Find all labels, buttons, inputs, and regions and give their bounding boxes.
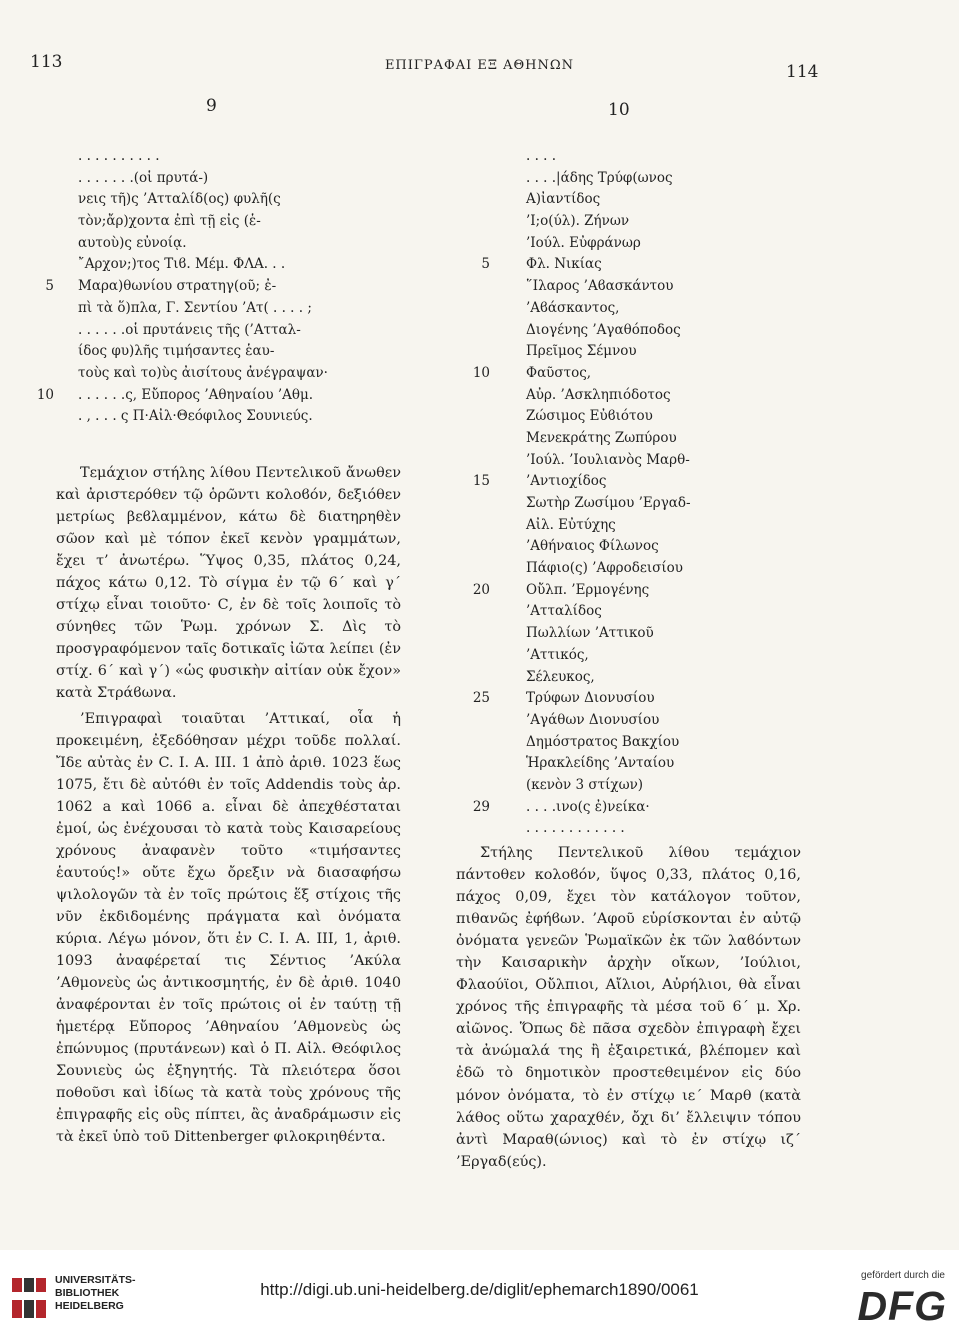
line-text: Σωτὴρ Ζωσίμου ’Εργαδ- [526, 495, 691, 511]
left-paragraph-1: Τεμάχιον στήλης λίθου Πεντελικοῦ ἄνωθεν καὶ ἀριστερόθεν τῷ ὁρῶντι κολοϐόν, δεξιόθεν μετρίως βεϐλαμμένον, κάτω δὲ διατηρηθὲν σῶον καὶ μὲ τόπον ἐκεῖ κενὸν γραμμάτων, ἔχει τ’ ἀνωτέρω. Ὕψος 0,35, πλάτος 0,24, πάχος κάτω 0,12. Τὸ σίγμα ἐν τῷ 6´ καὶ γ´ στίχῳ εἶναι τοιοῦτο· Ϲ, ἐν δὲ τοῖς λοιποῖς τὸ σύνηθες τῶν Ῥωμ. χρόνων Σ. Δὶς τὸ προσγραφόμενον ταῖς δοτικαῖς ἰῶτα λείπει (ἐν στίχ. 6´ καὶ γ´) «ὡς φυσικὴν αἰτίαν οὐκ ἔχον» κατὰ Στράϐωνα. [56, 465, 401, 702]
left-paragraph-2: ’Επιγραφαὶ τοιαῦται ’Αττικαί, οἷα ἡ προκειμένη, ἐξεδόθησαν μέχρι τοῦδε πολλαί. Ἴδε αὐτὰς ἐν C. I. A. III. 1 ἀπὸ ἀριθ. 1023 ἕως 1075, ἔτι δὲ αὐτόθι ἐν τοῖς Addendis τοὺς ἀρ. 1062 a καὶ 1066 a. εἶναι δὲ ἀπεχθέσταται ἐμοί, ὡς ἐνέχουσαι τὸ κατὰ τοὺς Καισαρείους χρόνους ἀναφανὲν τοῦτο «τιμήσαντες ἑαυτούς!» οὔτε ἔχω ὄρεξιν νὰ διασαφήσω ψιλολογῶν τὰ ἐν τοῖς πρώτοις ἕξ στίχοις τῆς νῦν ἐκδιδομένης πράγματα καὶ ὀνόματα κύρια. Λέγω μόνον, ὅτι ἐν C. I. A. III, 1, ἀριθ. 1093 ἀναφέρεταί τις Σέντιος ’Ακύλα ’Αθμονεὺς ὡς ἀντικοσμητής, ἐν δὲ ἀριθ. 1040 ἀναφέρονται ἐν τοῖς πρώτοις οἱ ἐν ταύτῃ τῇ ἡμετέρᾳ Εὔπορος ’Αθηναίου ’Αθμονεὺς ὡς ἐπώνυμος (πρυτάνεων) καὶ ὁ Π. Αἰλ. Θεόφιλος Σουνιεὺς ὡς ἐξηγητής. Τὰ πλειότερα ὅσοι ποθοῦσι καὶ ἰδίως τὰ κατὰ τοὺς χρόνους τῆς ἐπιγραφῆς εἰς οὓς πίπτει, ἂς ἀναδράμωσιν εἰς τὰ ἐκεῖ ὑπὸ τοῦ Dittenberger φιλοκριηθέντα. [56, 710, 401, 1146]
line-text: Πάφιο(ς) ’Αφροδεισίου [526, 560, 683, 577]
funded-by-label: gefördert durch die [861, 1270, 945, 1281]
line-text: . , . . . ς Π·Αἰλ·Θεόφιλος Σουνιεύς. [78, 408, 313, 425]
line-text: Φλ. Νικίας [526, 256, 602, 273]
line-number: 29 [472, 798, 490, 815]
line-text: . . . . [526, 148, 557, 164]
line-text: Αἰλ. Εὐτύχης [526, 516, 616, 533]
right-commentary [456, 842, 801, 1176]
line-text: τοὺς καὶ το)ὺς ἀισίτους ἀνέγραψαν· [78, 364, 328, 381]
dfg-logo: DFG [857, 1283, 947, 1329]
line-text: ’Αγάθων Διονυσίου [526, 711, 660, 728]
line-text: Ἡρακλείδης ’Ανταίου [526, 755, 675, 772]
line-text: ’Αττικός, [526, 646, 589, 663]
line-text: . . . . . . . . . . . . [526, 820, 625, 837]
line-text: Τρύφων Διονυσίου [526, 690, 655, 707]
line-text: τὸν;ἄρ)χοντα ἐπὶ τῇ εἰς (ἑ- [78, 213, 261, 230]
library-name-line-1: UNIVERSITÄTS- [55, 1274, 136, 1286]
line-text: ’Αθήναιος Φίλωνος [526, 538, 659, 555]
right-paragraph-1: Στήλης Πεντελικοῦ λίθου τεμάχιον πάντοθεν κολοϐόν, ὕψος 0,33, πλάτος 0,16, πάχος 0,09, ἔχει τὸν κατάλογον τοῦτον, πιθανῶς ἐφήϐων. ’Αφοῦ εὑρίσκονται ἐν αὐτῷ ὀνόματα γενεῶν Ῥωμαϊκῶν ἐκ τῶν λαϐόντων τὴν Καισαρικὴν ἀρχὴν οἴκων, ’Ιούλιοι, Φλαούϊοι, Οὔλπιοι, Αἴλιοι, Αὐρήλιοι, θὰ εἶναι χρόνος τῆς ἐπιγραφῆς τὰ μέσα τοῦ 6´ μ. Χρ. αἰῶνος. Ὅπως δὲ πᾶσα σχεδὸν ἐπιγραφὴ ἔχει τὰ ἀνώμαλά της ἢ ἐξαιρετικά, βλέπομεν καὶ ἐδῶ τὸ δημοτικὸν προστεθειμένον εἰς δύο μόνον ὀνόματα, τὸ ἐν στίχῳ ιε´ Μαρθ (κατὰ λάθος οὕτω χαραχθέν, ὄχι δι’ ἔλλειψιν τόπου ἀντὶ Μαραθ(ώνιος) καὶ τὸ ἐν στίχῳ ιζ´ ’Εργαδ(εύς). [456, 845, 801, 1170]
line-text: . . . .|άδης Τρύφ(ωνος [526, 169, 673, 186]
line-text: Πρεῖμος Σέμνου [526, 343, 637, 360]
line-text: Φαῦστος, [526, 364, 592, 381]
line-text: Πωλλίων ’Αττικοῦ [526, 625, 654, 642]
line-text: (κενὸν 3 στίχων) [526, 776, 644, 793]
line-number: 5 [45, 278, 54, 295]
line-text: Δημόστρατος Βακχίου [526, 733, 680, 750]
line-number: 15 [472, 473, 490, 490]
line-text: . . . . . . .(οἱ πρυτά-) [78, 169, 209, 186]
line-text: ῞Ιλαρος ’Αϐασκάντου [526, 278, 674, 295]
line-text: ’Ατταλίδος [526, 603, 602, 620]
line-text: ’Ιούλ. Εὐφράνωρ [526, 234, 641, 251]
line-text: Αὐρ. ’Ασκληπιόδοτος [526, 386, 671, 403]
line-text: Μαρα)θωνίου στρατηγ(οῦ; ἐ- [78, 278, 277, 295]
line-number: 10 [472, 364, 490, 381]
line-text: . . . . . . . . . . [78, 148, 160, 164]
left-page-number: 113 [30, 52, 63, 72]
line-text: αυτοὺ)ς εὐνοίᾳ. [78, 234, 187, 251]
line-text: Α)ἰαντίδος [526, 191, 601, 208]
right-inscription-number: 10 [608, 100, 630, 120]
line-text: Διογένης ’Αγαθόποδος [526, 321, 681, 338]
line-text: πὶ τὰ ὅ)πλα, Γ. Σεντίου ’Ατ( . . . . ; [78, 299, 312, 316]
right-page-number: 114 [786, 62, 819, 82]
digital-object-url[interactable]: http://digi.ub.uni-heidelberg.de/diglit/ephemarch1890/0061 [260, 1280, 699, 1299]
line-text: . . . . . .ς, Εὔπορος ’Αθηναίου ’Αθμ. [78, 386, 314, 403]
line-text: Μενεκράτης Ζωπύρου [526, 429, 677, 446]
line-text: ’Ιούλ. ’Ιουλιανὸς Μαρθ- [526, 451, 690, 468]
running-title: ΕΠΙΓΡΑΦΑΙ ΕΞ ΑΘΗΝΩΝ [384, 58, 575, 73]
line-text: ’Αϐάσκαντος, [526, 299, 620, 316]
line-text: . . . . . .οἱ πρυτάνεις τῆς (’Ατταλ- [78, 321, 301, 338]
library-name-line-2: BIBLIOTHEK [55, 1287, 120, 1299]
library-name-line-3: HEIDELBERG [55, 1300, 124, 1312]
line-text: Σέλευκος, [526, 668, 595, 685]
line-text: ῎Αρχον;)τος Τιϐ. Μέμ. ΦΛΑ. . . [78, 256, 286, 273]
line-text: ’Αντιοχίδος [526, 473, 607, 490]
line-text: Οὔλπ. ’Ερμογένης [526, 581, 650, 598]
line-number: 25 [472, 690, 490, 707]
line-number: 5 [481, 256, 490, 273]
footer-bar [0, 1250, 959, 1338]
line-number: 20 [472, 581, 490, 598]
line-number: 10 [36, 386, 54, 403]
line-text: Ζώσιμος Εὐϐιότου [526, 408, 653, 425]
line-text: ίδος φυ)λῆς τιμήσαντες ἑαυ- [78, 343, 275, 360]
line-text: νεις τῆ)ς ’Ατταλίδ(ος) φυλῆ(ς [78, 191, 281, 208]
left-inscription-number: 9 [206, 96, 217, 116]
line-text: ’Ι;ο(ύλ). Ζήνων [526, 213, 630, 230]
left-commentary [56, 462, 401, 1151]
line-text: . . . .ινο(ς ἐ)νείκα· [526, 798, 650, 815]
